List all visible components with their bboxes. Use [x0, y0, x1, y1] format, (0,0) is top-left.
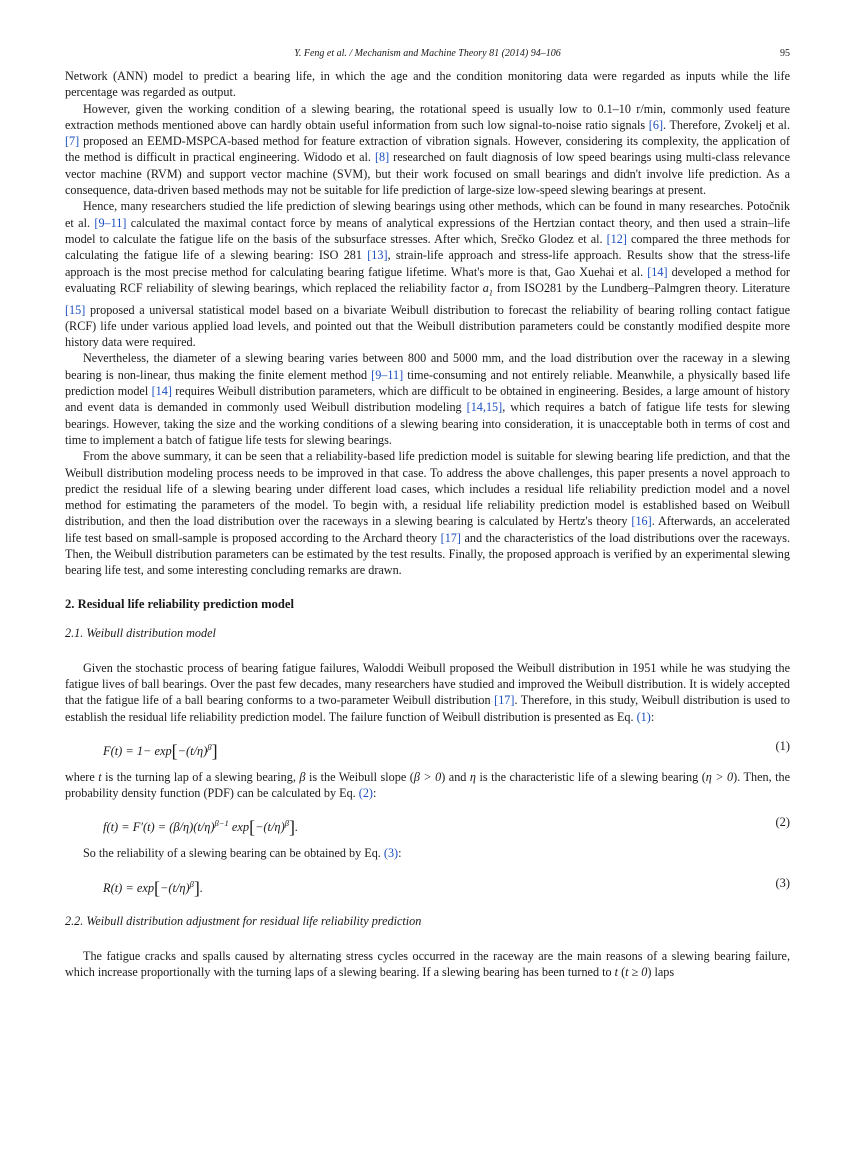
- paragraph-4: Nevertheless, the diameter of a slewing bearing varies between 800 and 5000 mm, and the load distribution over the raceway in a slewing bearing is non-linear, thus making the finite element method [9–11] time-consuming and not entirely reliable. Meanwhile, a physically based life prediction model [14] requires Weibull distribution parameters, which are difficult to be obtained in engineering. Besides, a large amount of history and event data is demanded in commonly used Weibull distribution modeling [14,15], which requires a batch of fatigue life tests for slewing bearings. However, taking the size and the working conditions of a slewing bearing into consideration, it is unacceptable both in terms of cost and time to implement a batch of fatigue life tests for slewing bearings.: [65, 351, 791, 447]
- equation-2-formula: $f(t) = F'(t) = (\beta/\eta)(t/\eta)^{\beta-1}$ $\exp[-(t/\eta)^\beta]$.: [103, 817, 299, 838]
- equation-3-formula: $R(t) = \exp[-(t/\eta)^\beta]$.: [103, 877, 204, 898]
- equation-1: [65, 731, 790, 763]
- paragraph-7: where t is the turning lap of a slewing bearing, β is the Weibull slope (β > 0) and η is the characteristic life of a slewing bearing (η > 0). Then, the probability density function (PDF) can be calculated by Eq. (2):: [65, 769, 791, 801]
- subsection-heading: 2.2. Weibull distribution adjustment for residual life reliability prediction: [65, 913, 422, 928]
- paper-page: [65, 48, 790, 980]
- citation-link[interactable]: [14]: [151, 384, 172, 399]
- running-head: [65, 48, 790, 68]
- paragraph-1: Network (ANN) model to predict a bearing life, in which the age and the condition monitoring data were regarded as inputs while the life percentage was regarded as output.: [65, 69, 790, 100]
- equation-2: [65, 807, 790, 839]
- equation-2-number: (2): [775, 815, 790, 830]
- equation-link[interactable]: (1): [636, 709, 651, 724]
- equation-link[interactable]: (2): [358, 786, 373, 801]
- citation-link[interactable]: [6]: [648, 117, 664, 132]
- citation-link[interactable]: [17]: [494, 693, 515, 708]
- citation-link[interactable]: [14]: [647, 264, 668, 279]
- citation-link[interactable]: [13]: [367, 248, 388, 263]
- citation-link[interactable]: [14,15]: [466, 400, 503, 415]
- subsection-heading: 2.1. Weibull distribution model: [65, 625, 216, 640]
- citation-link[interactable]: [15]: [65, 302, 86, 317]
- citation-link[interactable]: [17]: [440, 530, 461, 545]
- paragraph-2: However, given the working condition of a slewing bearing, the rotational speed is usually low to 0.1–10 r/min, commonly used feature extraction methods mentioned above can hardly obtain useful information from such low signal-to-noise ratio signals [6]. Therefore, Zvokelj et al. [7] proposed an EEMD-MSPCA-based method for feature extraction of vibration signals. However, considering its complexity, the application of the method is difficult in practical engineering. Widodo et al. [8] researched on fault diagnosis of low speed bearings using multi-class relevance vector machine (RVM) and support vector machine (SVM), but their work focused on small bearings and didn't involve life prediction. As a consequence, data-driven based methods may not be suitable for life prediction of large-size low-speed slewing bearings at present.: [65, 101, 790, 198]
- section-heading: 2. Residual life reliability prediction model: [65, 596, 295, 611]
- equation-1-formula: $F(t) = 1- \exp[-(t/\eta)^\beta]$: [103, 740, 218, 761]
- equation-link[interactable]: (3): [383, 846, 399, 861]
- paragraph-5: From the above summary, it can be seen that a reliability-based life prediction model is suitable for slewing bearing life prediction, and that the Weibull distribution modeling process needs to be improved in that case. To address the above challenges, this paper presents a novel approach to predict the residual life of a slewing bearing under different load cases, which includes a residual life reliability prediction model and a novel method for estimating the parameters of the model. To begin with, a residual life reliability prediction model is established based on Weibull distribution, and then the load distribution over the raceways in a slewing bearing is calculated by Hertz's theory [16]. Afterwards, an accelerated life test based on small-sample is proposed according to the Archard theory [17] and the characteristics of the load distributions over the raceways. Then, the Weibull distribution parameters can be estimated by the test results. Finally, the proposed approach is verified by an experimental slewing bearing life test, and some interesting concluding remarks are drawn.: [65, 449, 791, 578]
- paragraph-9: The fatigue cracks and spalls caused by alternating stress cycles occurred in the raceway are the main reasons of a slewing bearing failure, which increase proportionally with the turning laps of a slewing bearing. If a slewing bearing has been turned to t (t ≥ 0) laps: [65, 948, 790, 980]
- equation-3: [65, 868, 790, 900]
- citation-link[interactable]: [9–11]: [371, 367, 404, 382]
- paragraph-8: So the reliability of a slewing bearing can be obtained by Eq. (3):: [83, 846, 402, 861]
- citation-link[interactable]: [9–11]: [94, 215, 127, 230]
- paragraph-3: Hence, many researchers studied the life prediction of slewing bearings using other methods, which can be found in many researches. Potočnik et al. [9–11] calculated the maximal contact force by means of analytical expressions of the Hertzian contact theory, and then used a strain–life model to calculate the fatigue life on the basis of the subsurface stresses. After which, Srečko Glodez et al. [12] compared the three methods for calculating the fatigue life of a slewing bearing: ISO 281 [13], strain-life approach and stress-life approach. Results show that the stress-life approach is the most precise method for calculating bearing fatigue lifetime. What's more is that, Gao Xuehai et al. [14] developed a method for evaluating RCF reliability of slewing bearings, which replaced the reliability factor $a_1$ from ISO281 by the Lundberg–Palmgren theory. Literature [15] proposed a universal statistical model based on a bivariate Weibull distribution to forecast the reliability of bearing rolling contact fatigue (RCF) life under various applied load levels, and pointed out that the Weibull distribution parameters could be constantly modified despite more history data were required.: [65, 199, 791, 350]
- citation-link[interactable]: [8]: [374, 150, 390, 165]
- equation-3-number: (3): [775, 875, 790, 890]
- page-number: 95: [780, 48, 790, 59]
- journal-citation: Y. Feng et al. / Mechanism and Machine Theory 81 (2014) 94–106: [294, 48, 561, 59]
- citation-link[interactable]: [7]: [65, 134, 80, 149]
- equation-1-number: (1): [775, 738, 790, 753]
- citation-link[interactable]: [12]: [606, 231, 627, 246]
- citation-link[interactable]: [16]: [631, 514, 652, 529]
- paragraph-6: Given the stochastic process of bearing fatigue failures, Waloddi Weibull proposed the Weibull distribution in 1951 while he was studying the fatigue lives of ball bearings. Over the past few decades, many researchers have studied and improved the Weibull distribution. It is widely accepted that the fatigue life of a ball bearing conforms to a two-parameter Weibull distribution [17]. Therefore, in this study, Weibull distribution is used to establish the residual life reliability prediction model. The failure function of Weibull distribution is presented as Eq. (1):: [65, 660, 791, 724]
